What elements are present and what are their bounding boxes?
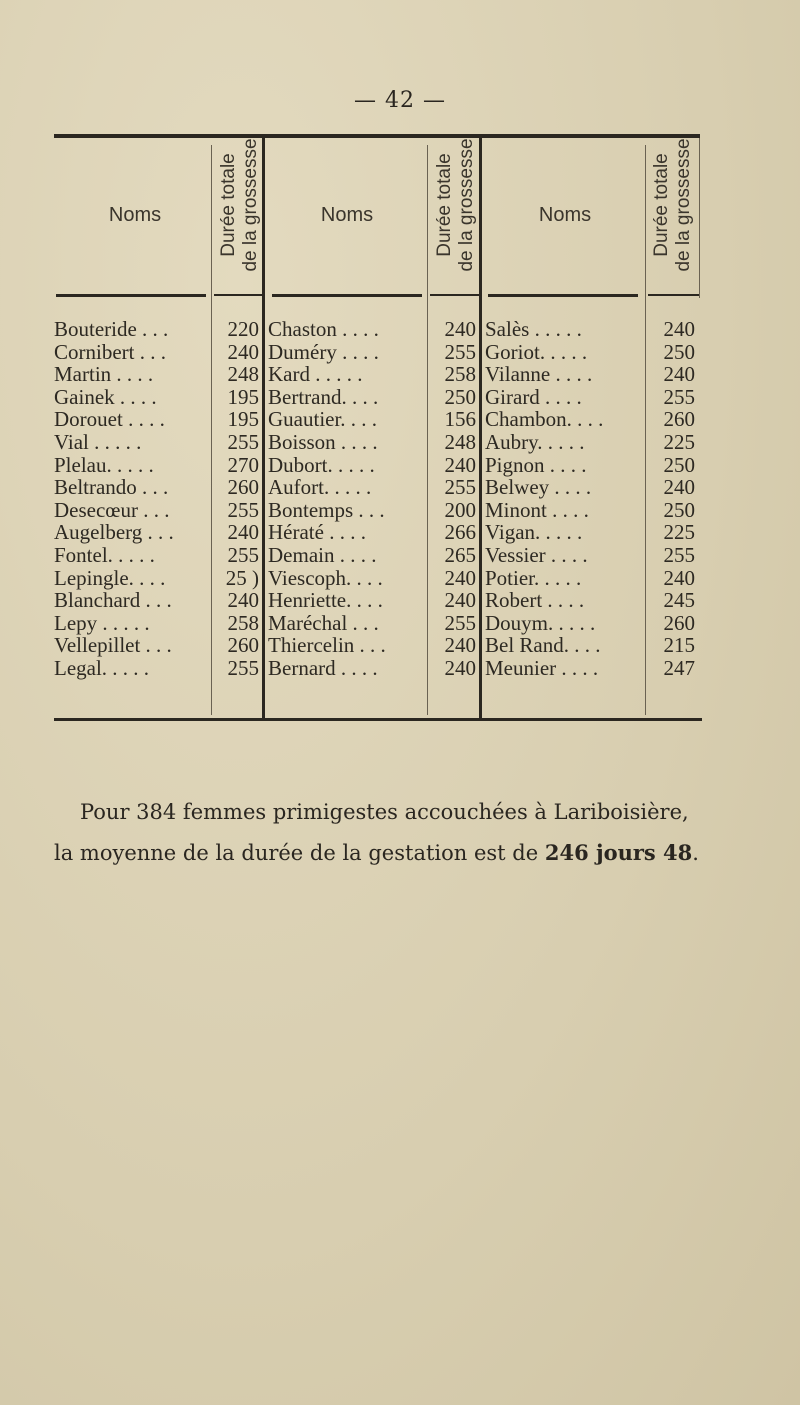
name-cell: Meunier . . . .	[485, 655, 599, 680]
name-cell: Duméry . . . .	[268, 339, 379, 364]
duration-cell: 250	[663, 339, 695, 364]
name-cell: Salès . . . . .	[485, 317, 582, 341]
name-cell: Bontemps . . .	[268, 497, 385, 522]
duration-cell: 195	[227, 384, 259, 409]
header-duree-1	[218, 125, 262, 285]
name-cell: Robert . . . .	[485, 588, 585, 613]
duration-cell: 250	[444, 384, 476, 409]
duration-cell: 240	[444, 633, 476, 658]
duration-cell: 260	[227, 475, 259, 500]
duration-cell: 255	[227, 497, 259, 522]
name-cell: Potier. . . . .	[485, 565, 582, 590]
name-cell: Chambon. . . .	[485, 407, 604, 432]
name-cell: Girard . . . .	[485, 384, 582, 409]
vertical-rule-6	[699, 138, 700, 298]
duration-cell: 240	[663, 317, 695, 341]
duration-cell: 240	[663, 565, 695, 590]
header-rule-1	[56, 294, 206, 297]
header-duree-3	[651, 125, 695, 285]
name-cell: Pignon . . . .	[485, 452, 587, 477]
duration-cell: 265	[444, 542, 476, 567]
page-number: — 42 —	[354, 88, 446, 113]
vertical-rule-1	[262, 138, 265, 718]
duration-cell: 250	[663, 452, 695, 477]
duration-cell: 260	[663, 610, 695, 635]
name-cell: Vigan. . . . .	[485, 520, 583, 545]
duration-cell: 270	[227, 452, 259, 477]
header-duree-line1: Durée totale	[218, 153, 239, 257]
names-column-1	[54, 318, 209, 680]
name-cell: Beltrando . . .	[54, 475, 169, 500]
header-rule-2	[272, 294, 422, 297]
duration-cell: 240	[227, 520, 259, 545]
duration-cell: 248	[227, 362, 259, 387]
duration-cell: 255	[227, 655, 259, 680]
name-cell: Henriette. . . .	[268, 588, 383, 613]
table-bottom-rule	[54, 718, 702, 721]
name-cell: Viescoph. . . .	[268, 565, 383, 590]
name-cell: Gainek . . . .	[54, 384, 157, 409]
values-column-3	[647, 318, 695, 680]
name-cell: Dubort. . . . .	[268, 452, 375, 477]
name-cell: Lepingle. . . .	[54, 565, 166, 590]
name-cell: Maréchal . . .	[268, 610, 379, 635]
header-rule-d3	[648, 294, 700, 296]
footer-line-2-prefix: la moyenne de la durée de la gestation est de	[54, 841, 545, 865]
duration-cell: 195	[227, 407, 259, 432]
header-duree-line1: Durée totale	[651, 153, 672, 257]
name-cell: Cornibert . . .	[54, 339, 166, 364]
name-cell: Guautier. . . .	[268, 407, 378, 432]
header-duree-line1: Durée totale	[434, 153, 455, 257]
duration-cell: 250	[663, 497, 695, 522]
header-noms-3: Noms	[538, 204, 592, 226]
duration-cell: 255	[444, 610, 476, 635]
vertical-rule-5	[645, 145, 646, 715]
name-cell: Blanchard . . .	[54, 588, 172, 613]
footer-line-2	[54, 840, 754, 865]
name-cell: Chaston . . . .	[268, 317, 379, 341]
header-noms-2: Noms	[320, 204, 374, 226]
header-duree-line2: de la grossesse	[240, 138, 261, 272]
footer-line-2-suffix: .	[692, 841, 699, 865]
name-cell: Boisson . . . .	[268, 429, 378, 454]
names-column-3	[485, 318, 643, 680]
name-cell: Augelberg . . .	[54, 520, 174, 545]
name-cell: Bernard . . . .	[268, 655, 378, 680]
duration-cell: 240	[663, 362, 695, 387]
duration-cell: 255	[444, 475, 476, 500]
name-cell: Kard . . . . .	[268, 362, 363, 387]
duration-cell: 240	[444, 588, 476, 613]
table-top-rule	[54, 134, 700, 138]
duration-cell: 225	[663, 520, 695, 545]
duration-cell: 200	[444, 497, 476, 522]
name-cell: Minont . . . .	[485, 497, 589, 522]
vertical-rule-2	[479, 138, 482, 718]
duration-cell: 260	[663, 407, 695, 432]
duration-cell: 220	[227, 317, 259, 341]
name-cell: Belwey . . . .	[485, 475, 592, 500]
name-cell: Fontel. . . . .	[54, 542, 155, 567]
duration-cell: 225	[663, 429, 695, 454]
duration-cell: 240	[444, 655, 476, 680]
name-cell: Hératé . . . .	[268, 520, 366, 545]
duration-cell: 240	[444, 317, 476, 341]
values-column-2	[429, 318, 476, 680]
header-rule-d2	[430, 294, 480, 296]
duration-cell: 245	[663, 588, 695, 613]
name-cell: Desecœur . . .	[54, 497, 170, 522]
names-column-2	[268, 318, 426, 680]
name-cell: Legal. . . . .	[54, 655, 150, 680]
header-duree-line2: de la grossesse	[673, 138, 694, 272]
duration-cell: 260	[227, 633, 259, 658]
name-cell: Vilanne . . . .	[485, 362, 593, 387]
name-cell: Plelau. . . . .	[54, 452, 154, 477]
duration-cell: 215	[663, 633, 695, 658]
duration-cell: 255	[227, 429, 259, 454]
duration-cell: 240	[227, 339, 259, 364]
name-cell: Dorouet . . . .	[54, 407, 165, 432]
name-cell: Douym. . . . .	[485, 610, 596, 635]
duration-cell: 255	[227, 542, 259, 567]
duration-cell: 266	[444, 520, 476, 545]
duration-cell: 258	[227, 610, 259, 635]
name-cell: Aufort. . . . .	[268, 475, 372, 500]
duration-cell: 255	[663, 384, 695, 409]
header-rule-d1	[214, 294, 264, 296]
duration-cell: 240	[227, 588, 259, 613]
name-cell: Martin . . . .	[54, 362, 154, 387]
values-column-1	[213, 318, 259, 680]
footer-average-days: 246 jours 48	[544, 840, 693, 865]
name-cell: Lepy . . . . .	[54, 610, 150, 635]
name-cell: Vial . . . . .	[54, 429, 142, 454]
name-cell: Bouteride . . .	[54, 317, 169, 341]
duration-cell: 240	[444, 452, 476, 477]
name-cell: Bel Rand. . . .	[485, 633, 601, 658]
duration-cell: 258	[444, 362, 476, 387]
header-rule-3	[488, 294, 638, 297]
name-cell: Vessier . . . .	[485, 542, 588, 567]
name-cell: Vellepillet . . .	[54, 633, 172, 658]
duration-cell: 25 )	[225, 565, 259, 590]
duration-cell: 255	[444, 339, 476, 364]
header-duree-line2: de la grossesse	[456, 138, 477, 272]
vertical-rule-4	[427, 145, 428, 715]
header-duree-2	[434, 125, 478, 285]
name-cell: Bertrand. . . .	[268, 384, 379, 409]
duration-cell: 247	[663, 655, 695, 680]
duration-cell: 240	[444, 565, 476, 590]
name-cell: Aubry. . . . .	[485, 429, 585, 454]
name-cell: Demain . . . .	[268, 542, 377, 567]
duration-cell: 255	[663, 542, 695, 567]
duration-cell: 156	[444, 407, 476, 432]
name-cell: Thiercelin . . .	[268, 633, 386, 658]
duration-cell: 240	[663, 475, 695, 500]
name-cell: Goriot. . . . .	[485, 339, 588, 364]
vertical-rule-3	[211, 145, 212, 715]
duration-cell: 248	[444, 429, 476, 454]
footer-line-1: Pour 384 femmes primigestes accouchées à Lariboisière,	[80, 800, 689, 824]
header-noms-1: Noms	[108, 204, 162, 226]
